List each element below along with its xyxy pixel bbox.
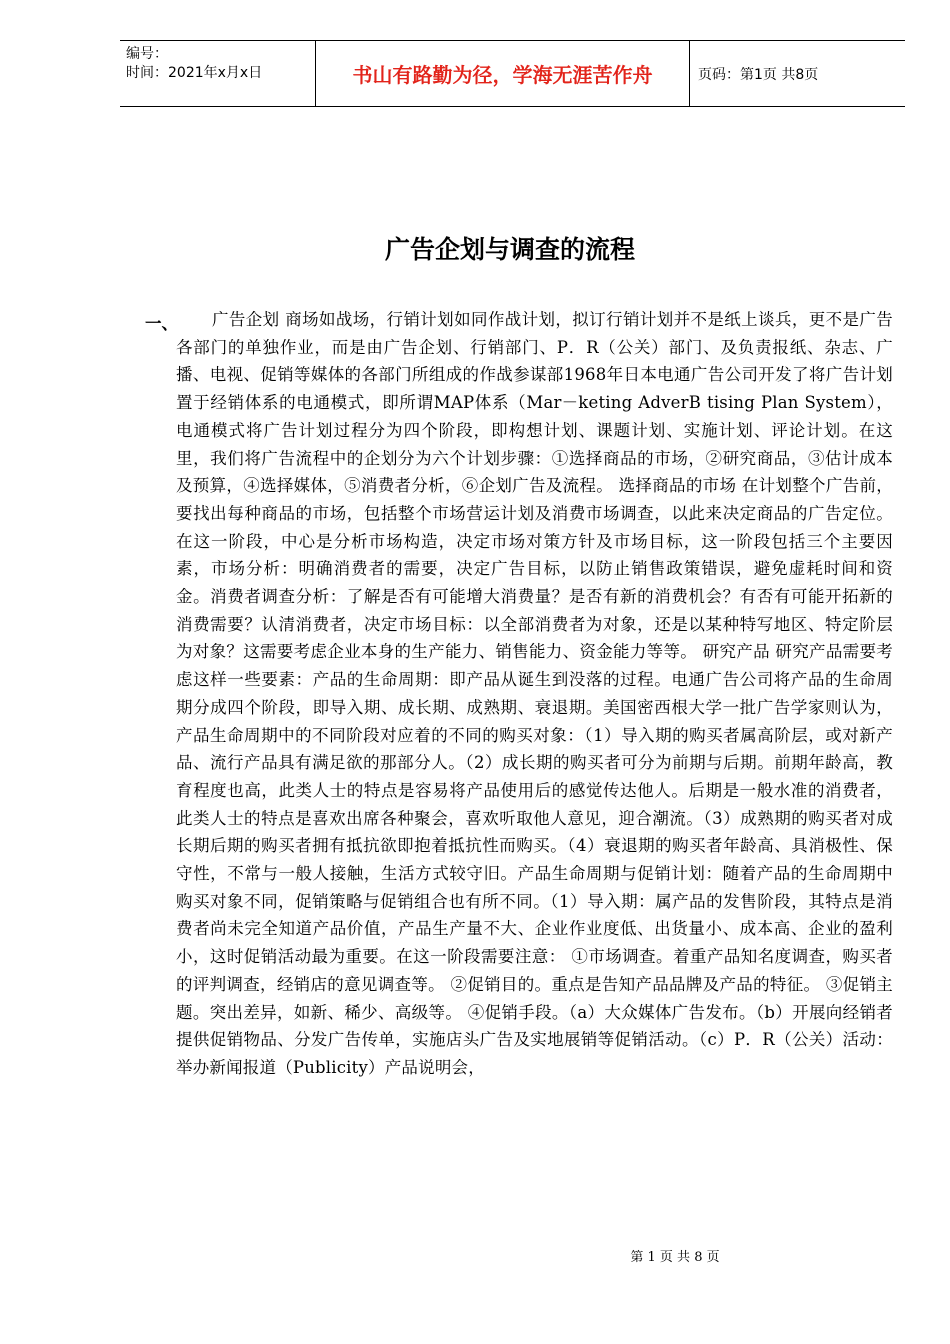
section-number: 一、 — [145, 314, 178, 333]
page-info: 页码：第1页 共8页 — [698, 66, 819, 83]
body-paragraph: 广告企划 商场如战场，行销计划如同作战计划，拟订行销计划并不是纸上谈兵，更不是广告各部门的单独作业，而是由广告企划、行销部门、P．R（公关）部门、及负责报纸、杂志、广播、电视、促销等媒体的各部门所组成的作战参谋部1968年日本电通广告公司开发了将广告计划置于经销体系的电通模式，即所谓MAP体系（Mar－keting AdverB tising Plan System），电通模式将广告计划过程分为四个阶段，即构想计划、课题计划、实施计划、评论计划。在这里，我们将广告流程中的企划分为六个计划步骤：①选择商品的市场，②研究商品，③估计成本及预算，④选择媒体，⑤消费者分析，⑥企划广告及流程。 选择商品的市场 在计划整个广告前，要找出每种商品的市场，包括整个市场营运计划及消费市场调查，以此来决定商品的广告定位。在这一阶段，中心是分析市场构造，决定市场对策方针及市场目标，这一阶段包括三个主要因素，市场分析：明确消费者的需要，决定广告目标，以防止销售政策错误，避免虚耗时间和资金。消费者调查分析：了解是否有可能增大消费量？是否有新的消费机会？有否有可能开拓新的消费需要？认清消费者，决定市场目标：以全部消费者为对象，还是以某种特写地区、特定阶层为对象？这需要考虑企业本身的生产能力、销售能力、资金能力等等。 研究产品 研究产品需要考虑这样一些要素：产品的生命周期：即产品从诞生到没落的过程。电通广告公司将产品的生命周期分成四个阶段，即导入期、成长期、成熟期、衰退期。美国密西根大学一批广告学家则认为，产品生命周期中的不同阶段对应着的不同的购买对象：（1）导入期的购买者属高阶层，或对新产品、流行产品具有满足欲的那部分人。（2）成长期的购买者可分为前期与后期。前期年龄高，教育程度也高，此类人士的特点是容易将产品使用后的感觉传达他人。后期是一般水准的消费者，此类人士的特点是喜欢出席各种聚会，喜欢听取他人意见，迎合潮流。（3）成熟期的购买者对成长期后期的购买者拥有抵抗欲即抱着抵抗性而购买。（4）衰退期的购买者年龄高、具消极性、保守性，不常与一般人接触，生活方式较守旧。产品生命周期与促销计划：随着产品的生命周期中购买对象不同，促销策略与促销组合也有所不同。（1）导入期：属产品的发售阶段，其特点是消费者尚未完全知道产品价值，产品生产量不大、企业作业度低、出货量小、成本高、企业的盈利小，这时促销活动最为重要。在这一阶段需要注意： ①市场调查。着重产品知名度调查，购买者的评判调查，经销店的意见调查等。 ②促销目的。重点是告知产品品牌及产品的特征。 ③促销主题。突出差异，如新、稀少、高级等。 ④促销手段。（a）大众媒体广告发布。（b）开展向经销者提供促销物品、分发广告传单，实施店头广告及实地展销等促销活动。（c）P．R（公关）活动：举办新闻报道（Publicity）产品说明会， — [176, 310, 893, 1077]
document-title: 广告企划与调查的流程 — [384, 235, 635, 264]
motto-text: 书山有路勤为径，学海无涯苦作舟 — [352, 63, 653, 87]
header-page-cell — [690, 41, 905, 106]
header-motto-cell — [316, 41, 690, 106]
serial-label: 编号： — [126, 46, 168, 62]
date-text: 时间：2021年x月x日 — [126, 65, 263, 81]
header-table — [120, 40, 905, 107]
page-footer: 第 1 页 共 8 页 — [630, 1250, 720, 1265]
header-meta-cell — [120, 41, 316, 106]
